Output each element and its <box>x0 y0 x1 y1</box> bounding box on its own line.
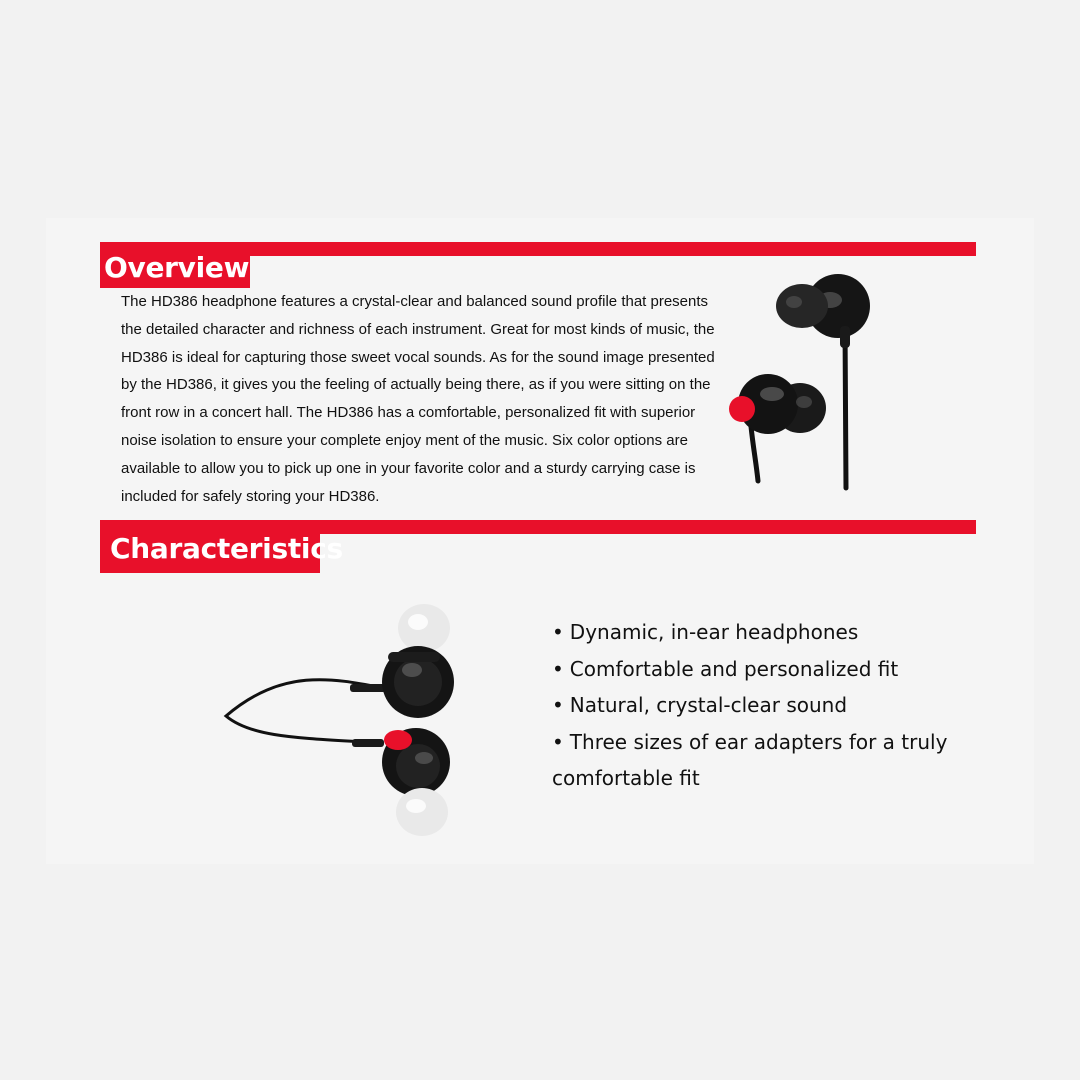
overview-line: included for safely storing your HD386. <box>121 487 380 505</box>
list-item <box>552 687 972 724</box>
overview-line: by the HD386, it gives you the feeling of actually being there, as if you were sitting on the <box>121 376 711 394</box>
overview-line: noise isolation to ensure your complete enjoy ment of the music. Six color options are <box>121 431 688 449</box>
overview-line: the detailed character and richness of each instrument. Great for most kinds of music, the <box>121 320 715 338</box>
bullet-dot: • <box>552 729 564 754</box>
bullet-dot: • <box>552 693 564 718</box>
overview-line: available to allow you to pick up one in your favorite color and a sturdy carrying case is <box>121 459 696 477</box>
overview-paragraph <box>121 288 746 510</box>
bullet-dot: • <box>552 620 564 644</box>
list-item-text: Dynamic, in-ear headphones <box>569 620 859 644</box>
overview-line: HD386 is ideal for capturing those sweet vocal sounds. As for the sound image presented <box>121 348 715 366</box>
overview-line: The HD386 headphone features a crystal-clear and balanced sound profile that presents <box>121 293 709 310</box>
overview-heading: Overview <box>100 246 250 288</box>
list-item <box>552 614 972 651</box>
list-item-continuation: comfortable fit <box>552 766 700 791</box>
bullet-dot: • <box>552 656 564 681</box>
overview-earbuds-image <box>720 266 890 494</box>
characteristics-list <box>552 614 972 797</box>
list-item-text: Natural, crystal-clear sound <box>569 693 848 718</box>
list-item <box>552 724 972 761</box>
list-item <box>552 651 972 688</box>
list-item-text: Comfortable and personalized fit <box>569 656 899 681</box>
characteristics-earbuds-image <box>212 598 472 842</box>
overview-line: front row in a concert hall. The HD386 has a comfortable, personalized fit with superior <box>121 404 696 422</box>
characteristics-heading: Characteristics <box>100 524 320 573</box>
list-item-text: Three sizes of ear adapters for a truly <box>569 729 948 754</box>
